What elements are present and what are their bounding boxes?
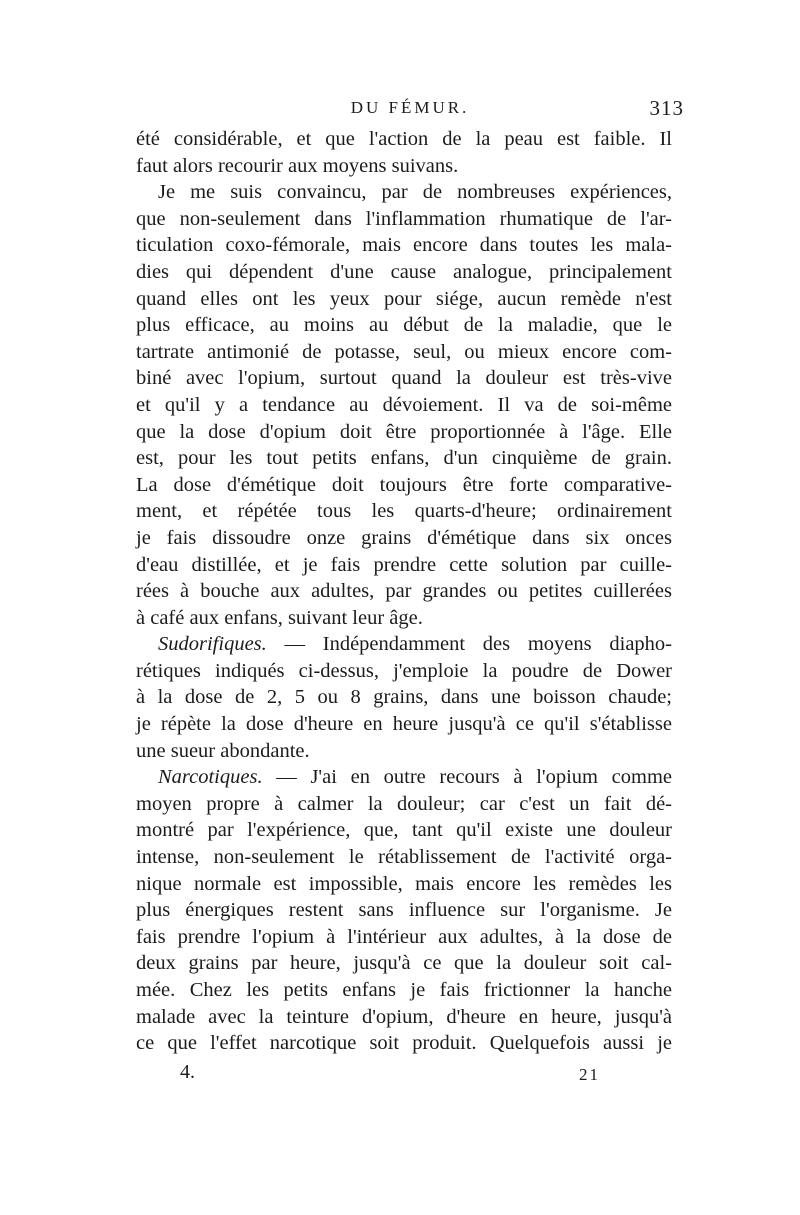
text-line: quand elles ont les yeux pour siége, aucun remède n'est [136, 287, 672, 310]
text-line: ce que l'effet narcotique soit produit. Quelquefois aussi je [136, 1032, 672, 1055]
text-line: à café aux enfans, suivant leur âge. [136, 606, 423, 629]
text-line: rétiques indiqués ci-dessus, j'emploie la poudre de Dower [136, 659, 672, 682]
text-line: mée. Chez les petits enfans je fais frictionner la hanche [136, 979, 672, 1001]
text-line: montré par l'expérience, que, tant qu'il existe une douleur [136, 819, 672, 842]
text-line: dies qui dépendent d'une cause analogue, principalement [136, 260, 672, 283]
text-line: faut alors recourir aux moyens suivans. [136, 154, 459, 177]
page-footer [180, 1061, 600, 1091]
text-line [136, 764, 672, 791]
line-rest: — J'ai en outre recours à l'opium comme [262, 766, 672, 789]
text-line: nique normale est impossible, mais encore les remèdes les [136, 872, 672, 895]
text-line: et qu'il y a tendance au dévoiement. Il va de soi-même [136, 393, 672, 416]
text-line: plus efficace, au moins au début de la maladie, que le [136, 314, 672, 337]
text-line: je répète la dose d'heure en heure jusqu'à ce qu'il s'établisse [136, 713, 672, 736]
line-rest: — Indépendamment des moyens diapho- [266, 633, 672, 656]
page-number: 313 [649, 96, 684, 120]
text-line: La dose d'émétique doit toujours être forte comparative- [136, 473, 672, 496]
text-line: je fais dissoudre onze grains d'émétique dans six onces [136, 526, 672, 549]
running-head: DU FÉMUR. [350, 98, 470, 117]
text-line: tartrate antimonié de potasse, seul, ou mieux encore com- [136, 340, 672, 363]
text-line: deux grains par heure, jusqu'à ce que la douleur soit cal- [136, 952, 672, 975]
text-line: une sueur abondante. [136, 739, 310, 762]
text-line: Je me suis convaincu, par de nombreuses expériences, [158, 181, 672, 204]
text-line: été considérable, et que l'action de la peau est faible. Il [136, 128, 672, 150]
text-line: à la dose de 2, 5 ou 8 grains, dans une boisson chaude; [136, 686, 672, 709]
text-line: que non-seulement dans l'inflammation rhumatique de l'ar- [136, 207, 672, 230]
paragraph-2 [136, 179, 672, 631]
text-line: que la dose d'opium doit être proportionnée à l'âge. Elle [136, 420, 672, 443]
text-line: est, pour les tout petits enfans, d'un cinquième de grain. [136, 447, 672, 470]
paragraph-1 [136, 126, 672, 179]
body-text [136, 126, 672, 1057]
signature-number: 21 [579, 1065, 600, 1084]
text-line: moyen propre à calmer la douleur; car c'est un fait dé- [136, 792, 672, 815]
signature-mark: 4. [180, 1061, 195, 1083]
paragraph-sudorifiques [136, 631, 672, 764]
text-line: malade avec la teinture d'opium, d'heure en heure, jusqu'à [136, 1005, 672, 1028]
text-line: biné avec l'opium, surtout quand la douleur est très-vive [136, 367, 672, 390]
text-line: plus énergiques restent sans influence sur l'organisme. Je [136, 899, 672, 922]
text-line: ticulation coxo-fémorale, mais encore dans toutes les mala- [136, 234, 672, 257]
text-line: ment, et répétée tous les quarts-d'heure; ordinairement [136, 500, 672, 523]
paragraph-narcotiques [136, 764, 672, 1057]
section-lead: Sudorifiques. [158, 633, 267, 656]
text-line: intense, non-seulement le rétablissement de l'activité orga- [136, 846, 672, 869]
text-line: d'eau distillée, et je fais prendre cette solution par cuille- [136, 553, 672, 576]
text-line [136, 631, 672, 658]
text-line: rées à bouche aux adultes, par grandes ou petites cuillerées [136, 580, 672, 603]
section-lead: Narcotiques. [158, 766, 263, 789]
text-line: fais prendre l'opium à l'intérieur aux adultes, à la dose de [136, 925, 672, 948]
